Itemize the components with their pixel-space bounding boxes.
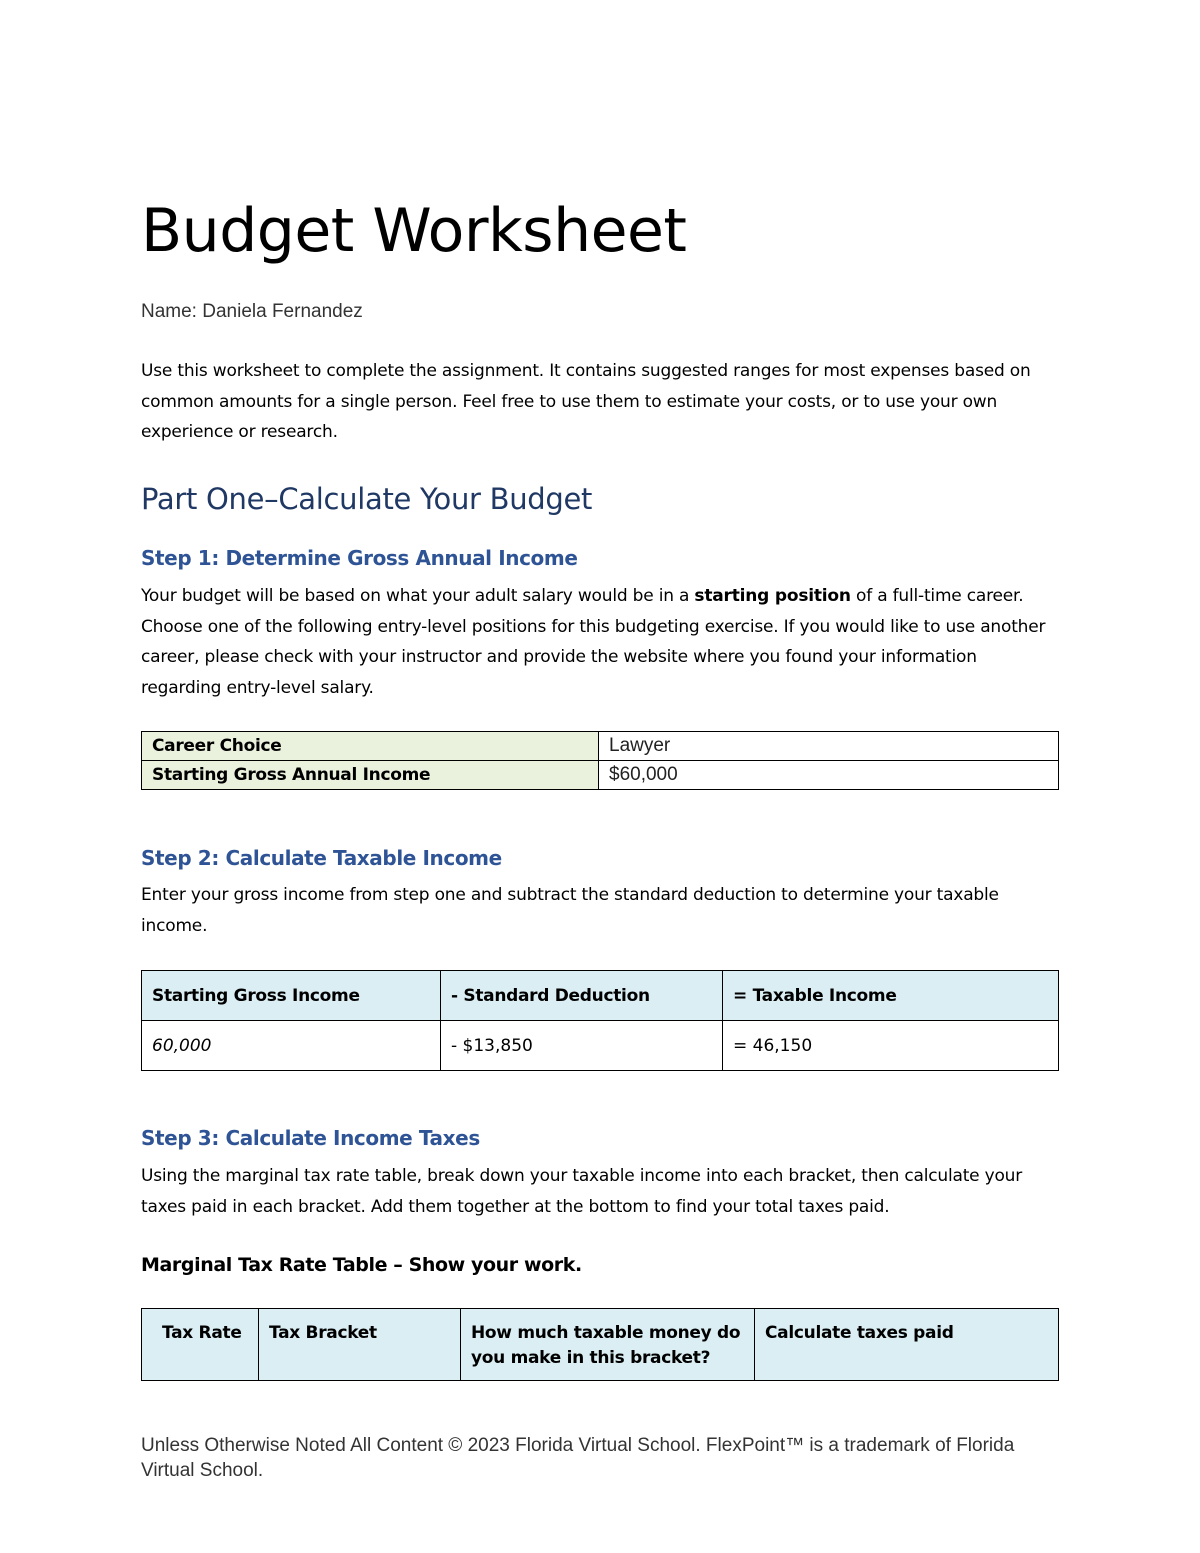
career-choice-label: Career Choice — [142, 732, 599, 761]
career-income-table — [141, 731, 1059, 790]
gross-income-value[interactable]: $60,000 — [599, 761, 1059, 790]
gross-income-cell[interactable]: 60,000 — [142, 1021, 441, 1071]
taxable-income-cell[interactable]: = 46,150 — [723, 1021, 1059, 1071]
step1-text-after: of a full-time career. Choose one of the following entry-level positions for this budgeting exercise. If you would like to use another career, please check with your instructor and provide the website where you found your information regarding entry-level salary. — [141, 586, 1046, 698]
col-header-tax-rate: Tax Rate — [142, 1309, 259, 1381]
step1-text-before: Your budget will be based on what your adult salary would be in a — [141, 586, 695, 606]
step3-paragraph: Using the marginal tax rate table, break down your taxable income into each bracket, then calculate your taxes paid in each bracket. Add them together at the bottom to find your total taxes paid. — [141, 1166, 1023, 1217]
col-header-taxes-paid: Calculate taxes paid — [755, 1309, 1059, 1381]
col-header-standard-deduction: - Standard Deduction — [441, 971, 723, 1021]
step1-text-bold: starting position — [694, 586, 851, 606]
table-row — [142, 1021, 1059, 1071]
standard-deduction-cell[interactable]: - $13,850 — [441, 1021, 723, 1071]
student-name: Name: Daniela Fernandez — [141, 301, 363, 322]
step1-heading: Step 1: Determine Gross Annual Income — [141, 546, 578, 570]
taxable-income-table — [141, 970, 1059, 1071]
table-header-row — [142, 1309, 1059, 1381]
col-header-taxable-money: How much taxable money do you make in this bracket? — [461, 1309, 755, 1381]
career-choice-value[interactable]: Lawyer — [599, 732, 1059, 761]
footer-copyright: Unless Otherwise Noted All Content © 2023 Florida Virtual School. FlexPoint™ is a trademark of Florida Virtual School. — [141, 1435, 1015, 1481]
table-header-row — [142, 971, 1059, 1021]
gross-income-label: Starting Gross Annual Income — [142, 761, 599, 790]
marginal-tax-table — [141, 1308, 1059, 1381]
part-one-heading: Part One–Calculate Your Budget — [141, 482, 593, 516]
step2-heading: Step 2: Calculate Taxable Income — [141, 846, 502, 870]
step1-paragraph — [141, 581, 1061, 703]
table-row — [142, 732, 1059, 761]
col-header-tax-bracket: Tax Bracket — [259, 1309, 461, 1381]
col-header-taxable-income: = Taxable Income — [723, 971, 1059, 1021]
step2-paragraph: Enter your gross income from step one and subtract the standard deduction to determine your taxable income. — [141, 885, 999, 936]
step3-heading: Step 3: Calculate Income Taxes — [141, 1126, 480, 1150]
intro-paragraph: Use this worksheet to complete the assignment. It contains suggested ranges for most expenses based on common amounts for a single person. Feel free to use them to estimate your costs, or to use your own experience or research. — [141, 361, 1031, 442]
col-header-gross-income: Starting Gross Income — [142, 971, 441, 1021]
marginal-tax-table-title: Marginal Tax Rate Table – Show your work. — [141, 1254, 582, 1276]
page-title: Budget Worksheet — [141, 196, 687, 266]
table-row — [142, 761, 1059, 790]
